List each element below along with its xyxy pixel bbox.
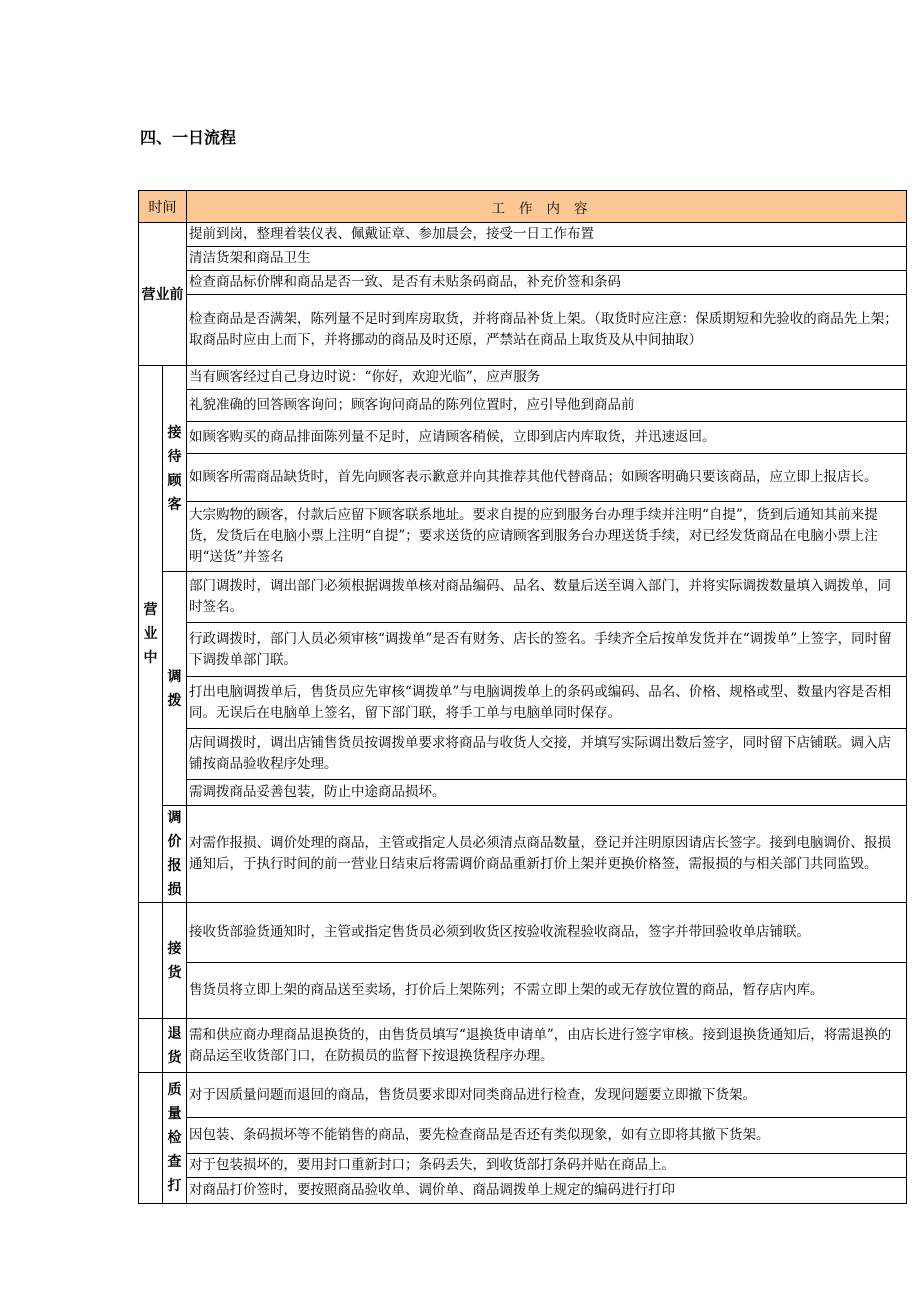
table-cell: 行政调拨时，部门人员必须审核“调拨单”是否有财务、店长的签名。手续齐全后按单发货并在“调拨单”上签字，同时留下调拨单部门联。 [187, 623, 907, 677]
table-row [139, 223, 907, 247]
group-label-returns [163, 1019, 187, 1073]
table-cell: 礼貌准确的回答顾客询问；顾客询问商品的陈列位置时，应引导他到商品前 [187, 390, 907, 422]
page-heading: 四、一日流程 [140, 128, 237, 147]
group-label-receiving [163, 903, 187, 1019]
table-cell: 清洁货架和商品卫生 [187, 247, 907, 271]
table-row [139, 623, 907, 677]
table-row [139, 806, 907, 903]
header-content: 工作内容 [187, 191, 907, 223]
table-cell: 需和供应商办理商品退换货的，由售货员填写“退换货申请单”，由店长进行签字审核。接到退换货通知后，将需退换的商品运至收货部门口，在防损员的监督下按退换货程序办理。 [187, 1019, 907, 1073]
table-row [139, 780, 907, 806]
table-cell: 大宗购物的顾客，付款后应留下顾客联系地址。要求自提的应到服务台办理手续并注明“自提”，货到后通知其前来提货，发货后在电脑小票上注明“自提”；要求送货的应请顾客到服务台办理送货手续，对已经发货商品在电脑小票上注明“送货”并签名 [187, 502, 907, 572]
table-row [139, 247, 907, 271]
table-row [139, 454, 907, 502]
table-cell: 接收货部验货通知时，主管或指定售货员必须到收货区按验收流程验收商品，签字并带回验收单店铺联。 [187, 903, 907, 963]
table-row [139, 502, 907, 572]
section-label-before: 营业前 [139, 223, 187, 366]
group-label-text: 接货 [167, 940, 182, 981]
table-row [139, 271, 907, 295]
table-row [139, 1154, 907, 1178]
table-row [139, 1178, 907, 1204]
table-row [139, 903, 907, 963]
during-spacer [139, 903, 163, 1019]
table-cell: 当有顾客经过自己身边时说：“你好，欢迎光临”，应声服务 [187, 366, 907, 390]
table-cell: 如顾客购买的商品排面陈列量不足时，应请顾客稍候，立即到店内库取货，并迅速返回。 [187, 422, 907, 454]
group-label-text: 退货 [167, 1025, 182, 1066]
table-row [139, 422, 907, 454]
table-cell: 如顾客所需商品缺货时，首先向顾客表示歉意并向其推荐其他代替商品；如顾客明确只要该商品，应立即上报店长。 [187, 454, 907, 502]
table-row [139, 390, 907, 422]
section-label-during [139, 366, 163, 903]
table-cell: 打出电脑调拨单后，售货员应先审核“调拨单”与电脑调拨单上的条码或编码、品名、价格、规格或型、数量内容是否相同。无误后在电脑单上签名，留下部门联，将手工单与电脑单同时保存。 [187, 677, 907, 729]
table-cell: 因包装、条码损坏等不能销售的商品，要先检查商品是否还有类似现象，如有立即将其撤下货架。 [187, 1118, 907, 1154]
table-row [139, 729, 907, 780]
group-label-text: 调价报损 [167, 810, 182, 898]
group-label-reception [163, 366, 187, 572]
group-label-text: 质量检查打 [167, 1082, 182, 1194]
blank-cell [139, 1019, 163, 1073]
table-row [139, 295, 907, 366]
table-cell: 对于因质量问题而退回的商品，售货员要求即对同类商品进行检查，发现问题要立即撤下货架。 [187, 1073, 907, 1118]
table-row [139, 572, 907, 623]
table-cell: 店间调拨时，调出店铺售货员按调拨单要求将商品与收货人交接，并填写实际调出数后签字，同时留下店铺联。调入店铺按商品验收程序处理。 [187, 729, 907, 780]
table-cell: 需调拨商品妥善包装，防止中途商品损坏。 [187, 780, 907, 806]
group-label-transfer [163, 572, 187, 806]
table-row [139, 1073, 907, 1118]
table-cell: 检查商品是否满架，陈列量不足时到库房取货，并将商品补货上架。（取货时应注意：保质期短和先验收的商品先上架；取商品时应由上而下，并将挪动的商品及时还原，严禁站在商品上取货及从中间抽取） [187, 295, 907, 366]
group-label-quality [163, 1073, 187, 1204]
table-row [139, 677, 907, 729]
table-cell: 检查商品标价牌和商品是否一致、是否有未贴条码商品，补充价签和条码 [187, 271, 907, 295]
table-row [139, 963, 907, 1019]
group-label-price-adjust [163, 806, 187, 903]
table-header-row [139, 191, 907, 223]
section-label-during-text: 营业中 [143, 602, 158, 666]
table-row [139, 366, 907, 390]
table-cell: 对商品打价签时，要按照商品验收单、调价单、商品调拨单上规定的编码进行打印 [187, 1178, 907, 1204]
table-cell: 部门调拨时，调出部门必须根据调拨单核对商品编码、品名、数量后送至调入部门，并将实际调拨数量填入调拨单，同时签名。 [187, 572, 907, 623]
header-time: 时间 [139, 191, 187, 223]
group-label-text: 调拨 [167, 668, 182, 709]
table-cell: 对于包装损坏的，要用封口重新封口；条码丢失，到收货部打条码并贴在商品上。 [187, 1154, 907, 1178]
blank-cell [139, 1073, 163, 1204]
table-cell: 售货员将立即上架的商品送至卖场，打价后上架陈列；不需立即上架的或无存放位置的商品，暂存店内库。 [187, 963, 907, 1019]
table-row [139, 1019, 907, 1073]
group-label-text: 接待顾客 [167, 424, 182, 513]
daily-flow-table [138, 190, 907, 1204]
table-row [139, 1118, 907, 1154]
table-cell: 提前到岗，整理着装仪表、佩戴证章、参加晨会，接受一日工作布置 [187, 223, 907, 247]
table-cell: 对需作报损、调价处理的商品，主管或指定人员必须清点商品数量，登记并注明原因请店长签字。接到电脑调价、报损通知后，于执行时间的前一营业日结束后将需调价商品重新打价上架并更换价格签，需报损的与相关部门共同监毁。 [187, 806, 907, 903]
